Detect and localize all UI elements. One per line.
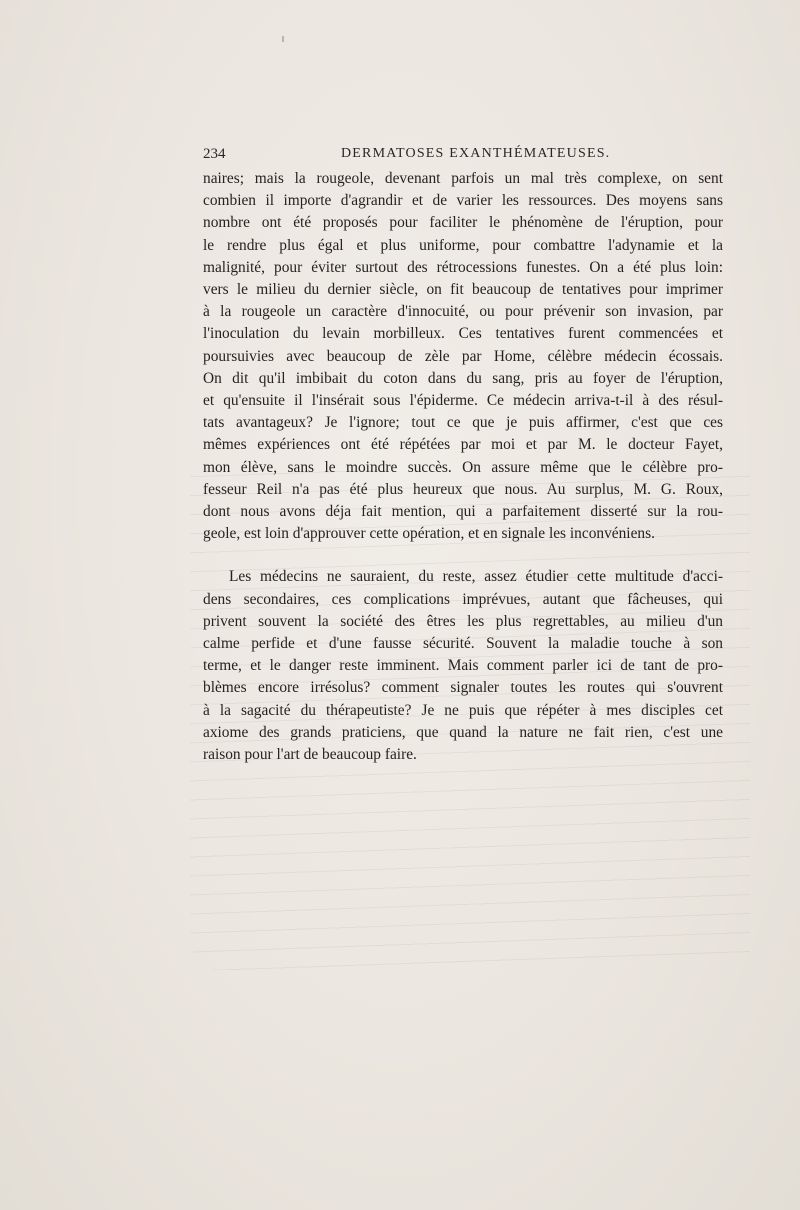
paragraph-spacer xyxy=(203,545,723,566)
text-line: blèmes encore irrésolus? comment signaler toutes les routes qui s'ouvrent xyxy=(203,679,723,697)
text-line: mon élève, sans le moindre succès. On assure même que le célèbre pro- xyxy=(203,458,723,476)
text-line: nombre ont été proposés pour faciliter le phénomène de l'éruption, pour xyxy=(203,214,723,232)
text-line: fesseur Reil n'a pas été plus heureux que nous. Au surplus, M. G. Roux, xyxy=(203,480,723,498)
text-line: geole, est loin d'approuver cette opération, et en signale les inconvéniens. xyxy=(203,525,655,543)
running-header xyxy=(203,146,723,166)
text-line: combien il importe d'agrandir et de varier les ressources. Des moyens sans xyxy=(203,192,723,210)
text-line: privent souvent la société des êtres les plus regrettables, au milieu d'un xyxy=(203,612,723,630)
text-line: vers le milieu du dernier siècle, on fit beaucoup de tentatives pour imprimer xyxy=(203,281,723,299)
text-line: axiome des grands praticiens, que quand la nature ne fait rien, c'est une xyxy=(203,723,723,741)
page-number: 234 xyxy=(203,146,226,162)
text-line: l'inoculation du levain morbilleux. Ces tentatives furent commencées et xyxy=(203,325,723,343)
text-line: le rendre plus égal et plus uniforme, pour combattre l'adynamie et la xyxy=(203,236,723,254)
text-line: poursuivies avec beaucoup de zèle par Home, célèbre médecin écossais. xyxy=(203,347,723,365)
text-line: mêmes expériences ont été répétées par moi et par M. le docteur Fayet, xyxy=(203,436,723,454)
text-line: terme, et le danger reste imminent. Mais comment parler ici de tant de pro- xyxy=(203,657,723,675)
text-line: à la rougeole un caractère d'innocuité, ou pour prévenir son invasion, par xyxy=(203,303,723,321)
text-line: à la sagacité du thérapeutiste? Je ne puis que répéter à mes disciples cet xyxy=(203,701,723,719)
paragraph-2 xyxy=(203,566,723,766)
text-line: dont nous avons déja fait mention, qui a parfaitement disserté sur la rou- xyxy=(203,503,723,521)
text-line: raison pour l'art de beaucoup faire. xyxy=(203,746,417,764)
text-line: tats avantageux? Je l'ignore; tout ce que je puis affirmer, c'est que ces xyxy=(203,414,723,432)
text-line: malignité, pour éviter surtout des rétrocessions funestes. On a été plus loin: xyxy=(203,258,723,276)
running-title: DERMATOSES EXANTHÉMATEUSES. xyxy=(341,146,611,161)
text-line: calme perfide et d'une fausse sécurité. Souvent la maladie touche à son xyxy=(203,635,723,653)
text-line: naires; mais la rougeole, devenant parfois un mal très complexe, on sent xyxy=(203,170,723,187)
text-line: dens secondaires, ces complications imprévues, autant que fâcheuses, qui xyxy=(203,590,723,608)
paragraph-1 xyxy=(203,168,723,545)
text-line: Les médecins ne sauraient, du reste, assez étudier cette multitude d'acci- xyxy=(229,568,723,586)
body-text xyxy=(203,168,723,766)
paper-speck xyxy=(282,36,284,42)
text-line: On dit qu'il imbibait du coton dans du sang, pris au foyer de l'éruption, xyxy=(203,369,723,387)
text-line: et qu'ensuite il l'insérait sous l'épiderme. Ce médecin arriva-t-il à des résul- xyxy=(203,392,723,410)
